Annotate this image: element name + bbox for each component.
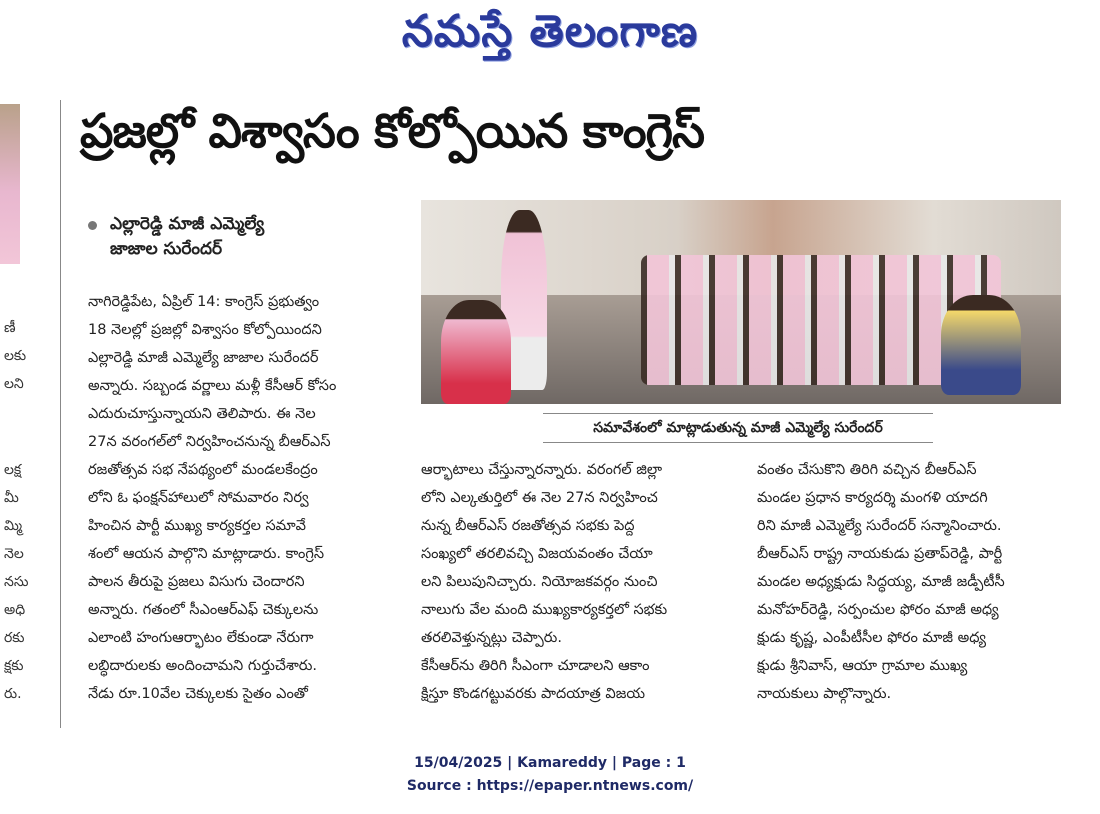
text-line: సంఖ్యలో తరలివచ్చి విజయవంతం చేయా	[421, 546, 653, 562]
text-line: తరలివెళ్తున్నట్లు చెప్పారు.	[421, 630, 562, 646]
previous-article-fragment	[0, 100, 60, 730]
text-line: ఆర్భాటాలు చేస్తున్నారన్నారు. వరంగల్ జిల్లా	[421, 462, 662, 478]
text-line: అన్నారు. గతంలో సీఎంఆర్ఎఫ్ చెక్కులను	[88, 602, 319, 618]
page-footer	[0, 752, 1100, 798]
text-line: వంతం చేసుకొని తిరిగి వచ్చిన బీఆర్ఎస్	[757, 462, 977, 478]
fragment-text: మీ	[4, 490, 19, 506]
fragment-text: అధి	[4, 602, 26, 618]
seated-figure	[941, 295, 1021, 395]
text-line: నేడు రూ.10వేల చెక్కులకు సైతం ఎంతో	[88, 686, 308, 702]
article-column-1	[88, 288, 396, 708]
article-subhead	[88, 212, 408, 262]
text-line: మండల అధ్యక్షుడు సిద్ధయ్య, మాజీ జడ్పీటీసీ	[757, 574, 1005, 590]
fragment-text: రకు	[4, 630, 25, 646]
article-column-3	[757, 456, 1065, 708]
text-line: క్షుడు కృష్ణ, ఎంపీటీసీల ఫోరం మాజీ అధ్య	[757, 630, 987, 646]
text-line: అన్నారు. సబ్బండ వర్ణాలు మళ్లీ కేసీఆర్ కోసం	[88, 378, 337, 394]
column-divider	[60, 100, 61, 728]
text-line: నాగిరెడ్డిపేట, ఏప్రిల్ 14: కాంగ్రెస్ ప్రభుత్వం	[88, 294, 320, 310]
seated-figure	[441, 300, 511, 404]
text-line: ఎల్లారెడ్డి మాజీ ఎమ్మెల్యే జాజాల సురేందర్	[88, 350, 319, 366]
text-line: 27న వరంగల్‌లో నిర్వహించనున్న బీఆర్ఎస్	[88, 434, 331, 450]
fragment-text: మ్మి	[4, 518, 23, 534]
text-line: క్షుడు శ్రీనివాస్, ఆయా గ్రామాల ముఖ్య	[757, 658, 968, 674]
text-line: మనోహర్‌రెడ్డి, సర్పంచుల ఫోరం మాజీ అధ్య	[757, 602, 999, 618]
fragment-text: లక్ష	[4, 462, 22, 478]
text-line: లబ్ధిదారులకు అందించామని గుర్తుచేశారు.	[88, 658, 317, 674]
fragment-text: నెల	[4, 546, 24, 562]
text-line: హించిన పార్టీ ముఖ్య కార్యకర్తల సమావే	[88, 518, 306, 534]
text-line: రజతోత్సవ సభ నేపథ్యంలో మండలకేంద్రం	[88, 462, 318, 478]
footer-date-line: 15/04/2025 | Kamareddy | Page : 1	[414, 755, 686, 771]
text-line: లోని ఎల్కతుర్తిలో ఈ నెల 27న నిర్వహించ	[421, 490, 658, 506]
photo-caption: సమావేశంలో మాట్లాడుతున్న మాజీ ఎమ్మెల్యే సురేందర్	[543, 413, 933, 443]
fragment-text: లకు	[4, 348, 27, 364]
text-line: లోని ఓ ఫంక్షన్‌హాలులో సోమవారం నిర్వ	[88, 490, 309, 506]
footer-source-link[interactable]: Source : https://epaper.ntnews.com/	[406, 778, 694, 794]
fragment-photo	[0, 104, 20, 264]
text-line: కేసీఆర్‌ను తిరిగి సీఎంగా చూడాలని ఆకాం	[421, 658, 650, 674]
subhead-line: జాజాల సురేందర్	[110, 239, 223, 259]
subhead-line: ఎల్లారెడ్డి మాజీ ఎమ్మెల్యే	[110, 214, 265, 234]
fragment-text: లని	[4, 376, 24, 392]
article-photo	[421, 200, 1061, 404]
masthead-logo: నమస్తే తెలంగాణ	[401, 6, 699, 57]
text-line: రిని మాజీ ఎమ్మెల్యే సురేందర్ సన్మానించారు.	[757, 518, 1002, 534]
text-line: మండల ప్రధాన కార్యదర్శి మంగళి యాదగి	[757, 490, 988, 506]
bullet-icon	[88, 221, 97, 230]
text-line: 18 నెలల్లో ప్రజల్లో విశ్వాసం కోల్పోయిందని	[88, 322, 322, 338]
fragment-text: నసు	[4, 574, 29, 590]
text-line: ఎలాంటి హంగుఆర్భాటం లేకుండా నేరుగా	[88, 630, 314, 646]
article-column-2	[421, 456, 731, 708]
fragment-text: రు.	[4, 686, 22, 702]
text-line: లని పిలుపునిచ్చారు. నియోజకవర్గం నుంచి	[421, 574, 658, 590]
article-headline: ప్రజల్లో విశ్వాసం కోల్పోయిన కాంగ్రెస్	[80, 104, 705, 159]
text-line: శంలో ఆయన పాల్గొని మాట్లాడారు. కాంగ్రెస్	[88, 546, 325, 562]
text-line: నున్న బీఆర్ఎస్ రజతోత్సవ సభకు పెద్ద	[421, 518, 635, 534]
text-line: బీఆర్ఎస్ రాష్ట్ర నాయకుడు ప్రతాప్‌రెడ్డి, పార్టీ	[757, 546, 1003, 562]
text-line: నాయకులు పాల్గొన్నారు.	[757, 686, 892, 702]
fragment-text: ణీ	[4, 320, 16, 336]
text-line: నాలుగు వేల మంది ముఖ్యకార్యకర్తలో సభకు	[421, 602, 668, 618]
text-line: క్షిస్తూ కొండగట్టువరకు పాదయాత్ర విజయ	[421, 686, 645, 702]
text-line: పాలన తీరుపై ప్రజలు విసుగు చెందారని	[88, 574, 305, 590]
fragment-text: క్షకు	[4, 658, 24, 674]
text-line: ఎదురుచూస్తున్నాయని తెలిపారు. ఈ నెల	[88, 406, 316, 422]
